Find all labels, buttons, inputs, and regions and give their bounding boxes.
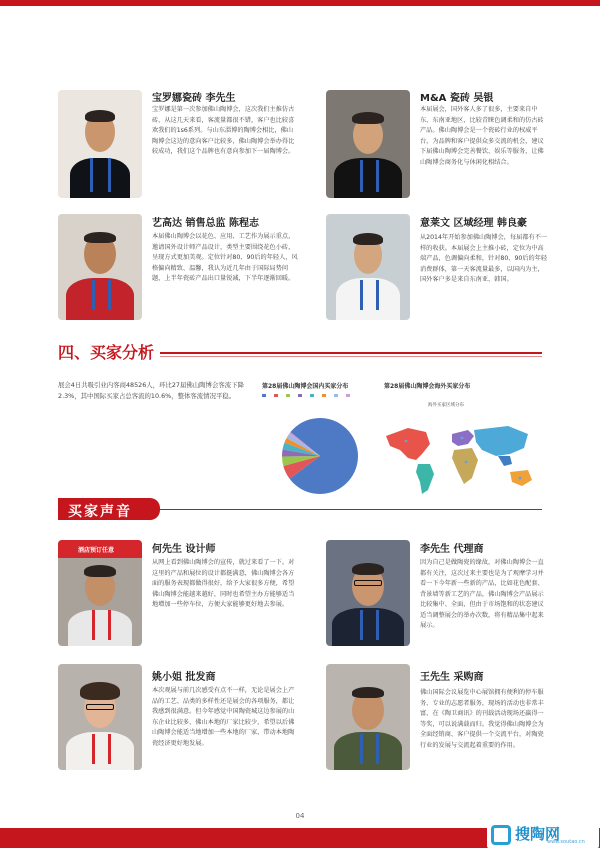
portrait-photo: [326, 540, 410, 646]
top-red-bar: [0, 0, 600, 6]
buyer-name: 李先生 代理商: [420, 544, 484, 555]
asia-shape: [474, 426, 528, 456]
southeast-asia-shape: [498, 456, 512, 466]
portrait-photo: [58, 214, 142, 320]
pie-slices: [282, 418, 358, 494]
interviewee-name: M&A 瓷砖 吴银: [420, 93, 494, 104]
buyer-name: 姚小姐 批发商: [152, 672, 216, 683]
quote-text: 本届展会，国外客人多了很多，主要来自中东、东南亚地区，比较青睐色调柔和的仿古砖产品。佛山陶博会是一个瓷砖行业的权威平台，为品牌和客户提供众多交流的机会，建议下届佛山陶博会完善餐饮、娱乐等服务，让佛山陶博会商务化与休闲化相结合。: [420, 106, 544, 166]
logo-mark-icon: [491, 825, 511, 845]
portrait-photo: [326, 214, 410, 320]
buyer-voices-divider: [160, 509, 542, 510]
domestic-buyer-pie-chart: [260, 392, 370, 504]
section-divider: [160, 352, 542, 354]
africa-shape: [452, 448, 478, 484]
portrait-photo: [326, 90, 410, 198]
portrait-photo: [58, 90, 142, 198]
site-logo[interactable]: [487, 822, 599, 848]
map-subtitle: 海外买家区域分布: [428, 403, 464, 408]
buyer-quote: 因为自己是做陶瓷的缘故，对佛山陶博会一直都有关注，这次过来主要也是为了观摩学习并看一下今年新一些新的产品，比如花色配套、背景墙等新工艺的产品，佛山陶博会产品展示比较集中、全面，但由于市场饱和的状态建议适当调整展会的举办次数，将有精品集中起来展示。: [420, 559, 544, 629]
interview-quote: [152, 105, 298, 158]
interview-quote: [152, 232, 298, 285]
buyer-name: 何先生 设计师: [152, 544, 216, 555]
sign-board-text: 酒店预订任意: [78, 547, 115, 554]
section-divider-thin: [160, 356, 542, 357]
map-chart-title: 第28届佛山陶博会海外买家分布: [384, 383, 471, 390]
portrait-photo: [58, 664, 142, 770]
glasses: [354, 580, 382, 586]
section-title: 四、买家分析: [58, 343, 155, 362]
portrait-photo: [326, 664, 410, 770]
interview-quote: [420, 105, 548, 168]
interview-quote: [420, 233, 548, 286]
south-america-shape: [416, 464, 434, 494]
buyer-voices-banner: [58, 498, 160, 520]
logo-text: 搜陶网: [515, 825, 561, 843]
buyer-analysis-paragraph: 展会4日共吸引业内客商48526人，环比27届佛山陶博会客流下降2.3%，其中国际买家占总客流的10.6%，整体客流情况平稳。: [58, 381, 244, 400]
buyer-voices-title: 买家声音: [68, 504, 132, 520]
quote-text: 本届佛山陶博会以花色、应用、工艺作为展示重点，邀请国外设计师产品设计，类型主要围绕花色小砖，呈现方式更加美观。定位针对80、90后的年轻人，风格偏向精致、温馨，我认为近几年由于国际局势问题，上半年瓷砖产品出口量锐减，下半年逐渐回暖。: [152, 233, 298, 282]
interviewee-name: 宝罗娜瓷砖 李先生: [152, 93, 236, 104]
quote-text: 宝罗娜是第一次参加佛山陶博会，这次我们主推仿古砖，从这几天来看，客流量都很不错，客户也比较喜欢我们的1s6系列。与山东淄博的陶博会相比，佛山陶博会这边的意向客户比较多，佛山陶博会举办得比较成功，我们这个品牌也有意向参加下一届陶博会。: [152, 106, 295, 155]
buyer-name: 王先生 采购商: [420, 672, 484, 683]
pie-legend: [262, 394, 350, 397]
north-america-shape: [386, 428, 430, 460]
interviewee-name: 意莱文 区域经理 韩良豪: [420, 218, 527, 229]
page-number: 04: [295, 812, 305, 820]
quote-text: 从2014年开始参加佛山陶博会，每届都有不一样的收获。本届展会上主推小砖，定位为中高端产品，色调偏向柔和，针对80、90后的年轻消费群体，第一天客流量最多，以国内为主，国外客户多是来自东南亚、韩国。: [420, 234, 548, 283]
logo-url: www.soutao.cn: [547, 839, 585, 845]
buyer-quote: 从网上看到佛山陶博会的宣传，就过来看了一下。对这里的产品和展位的设计都挺满意，佛山陶博会各方面的服务表现都做得很好，给予大家很多方便，希望佛山陶博会能越来越好，同时也希望主办方能够适当地增加一些停车位，方便大家能够更好地去参展。: [152, 559, 295, 608]
glasses: [86, 704, 114, 710]
pie-chart-title: 第28届佛山陶博会国内买家分布: [262, 383, 349, 390]
buyer-quote: 本次观展与前几次感受有点不一样，无论是展会上产品的工艺、品类的多样性还是展会的各项服务，都让我感到很满意。但今年感觉中国陶瓷城这边参展的山东企业比较多，佛山本地的厂家比较少，希望以后佛山陶博会能适当地增加一些本地的厂家，带动本地陶瓷经济更好地发展。: [152, 687, 295, 747]
interviewee-name: 艺高达 销售总监 陈程志: [152, 218, 259, 229]
buyer-quote: 佛山国际会议展览中心展馆拥有便利的停车服务、专业的志愿者服务，现场的活动也非常丰富，在《陶卫商讯》的刊载活动现场还赢得一等奖，可以说满载而归。我觉得佛山陶博会为全面经销商、客户提供一个交流平台，对陶瓷行业的发展与交流起着重要的作用。: [420, 689, 544, 749]
overseas-buyer-world-map: [378, 394, 548, 500]
portrait-photo: [58, 540, 142, 646]
